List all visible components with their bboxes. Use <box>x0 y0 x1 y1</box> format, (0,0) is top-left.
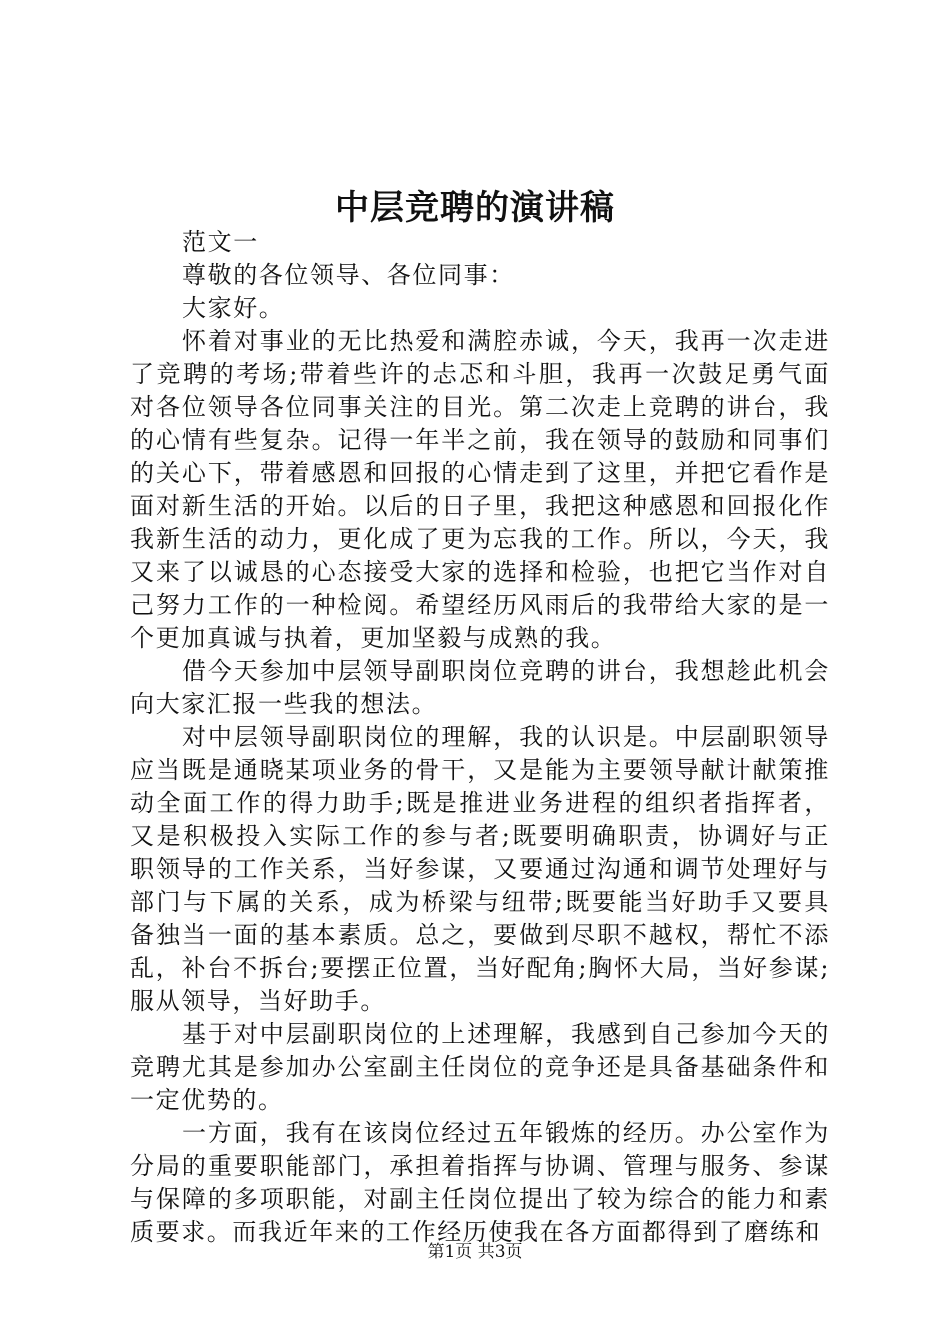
body-paragraph: 一方面，我有在该岗位经过五年锻炼的经历。办公室作为分局的重要职能部门，承担着指挥与协调、管理与服务、参谋与保障的多项职能，对副主任岗位提出了较为综合的能力和素质要求。而我近年来的工作经历使我在各方面都得到了磨练和 <box>130 1119 830 1246</box>
document-title: 中层竞聘的演讲稿 <box>335 188 615 228</box>
document-body <box>130 226 830 1249</box>
salutation-heading: 范文一 <box>182 228 259 256</box>
page-number-footer: 第1页 共3页 <box>427 1242 523 1262</box>
body-paragraph: 对中层领导副职岗位的理解，我的认识是。中层副职领导应当既是通晓某项业务的骨干，又是能为主要领导献计献策推动全面工作的得力助手;既是推进业务进程的组织者指挥者，又是积极投入实际工作的参与者;既要明确职责，协调好与正职领导的工作关系，当好参谋，又要通过沟通和调节处理好与部门与下属的关系，成为桥梁与纽带;既要能当好助手又要具备独当一面的基本素质。总之，要做到尽职不越权，帮忙不添乱，补台不拆台;要摆正位置，当好配角;胸怀大局，当好参谋;服从领导，当好助手。 <box>130 723 830 1015</box>
body-paragraph: 借今天参加中层领导副职岗位竞聘的讲台，我想趁此机会向大家汇报一些我的想法。 <box>130 657 830 718</box>
body-paragraph: 怀着对事业的无比热爱和满腔赤诚，今天，我再一次走进了竞聘的考场;带着些许的忐忑和斗胆，我再一次鼓足勇气面对各位领导各位同事关注的目光。第二次走上竞聘的讲台，我的心情有些复杂。记得一年半之前，我在领导的鼓励和同事们的关心下，带着感恩和回报的心情走到了这里，并把它看作是面对新生活的开始。以后的日子里，我把这种感恩和回报化作我新生活的动力，更化成了更为忘我的工作。所以，今天，我又来了以诚恳的心态接受大家的选择和检验，也把它当作对自己努力工作的一种检阅。希望经历风雨后的我带给大家的是一个更加真诚与执着，更加坚毅与成熟的我。 <box>130 327 830 652</box>
body-paragraph: 基于对中层副职岗位的上述理解，我感到自己参加今天的竞聘尤其是参加办公室副主任岗位的竞争还是具备基础条件和一定优势的。 <box>130 1020 830 1114</box>
salutation-line: 尊敬的各位领导、各位同事： <box>182 261 515 289</box>
greeting-line: 大家好。 <box>182 294 285 322</box>
